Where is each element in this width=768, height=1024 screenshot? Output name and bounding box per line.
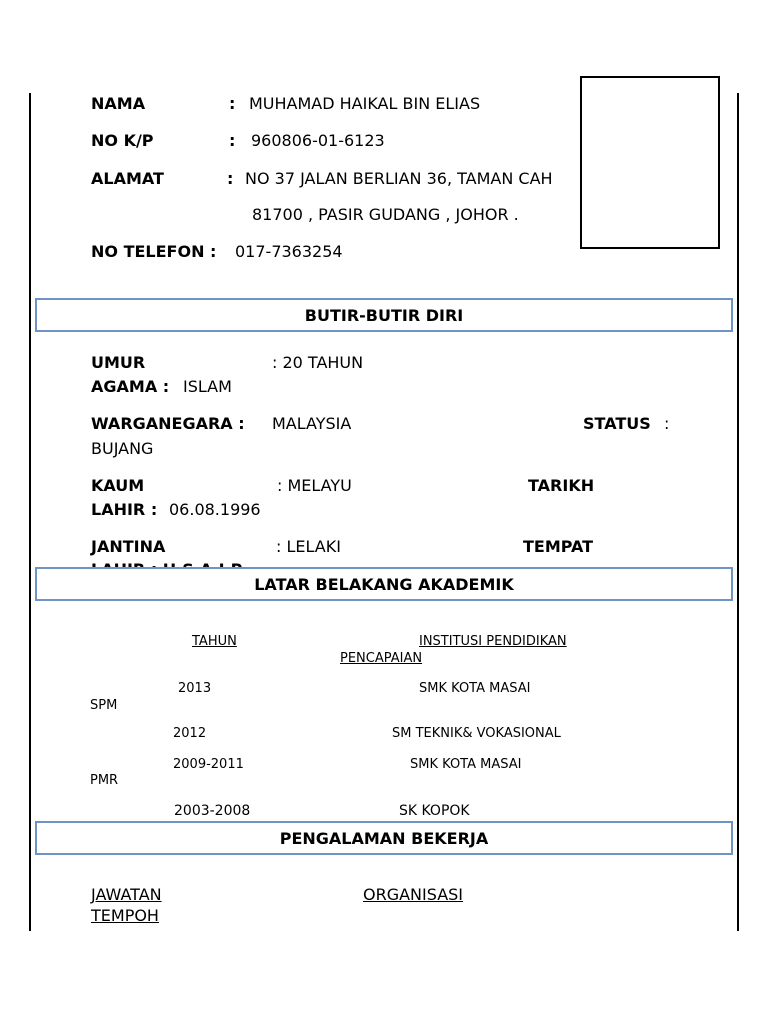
nama-label: NAMA — [91, 94, 146, 113]
akademik-row-institusi: SK KOPOK — [399, 803, 470, 819]
nama-value: MUHAMAD HAIKAL BIN ELIAS — [249, 94, 481, 113]
nama-colon: : — [229, 94, 236, 113]
section-header-butir — [35, 298, 733, 332]
col-tempoh: TEMPOH — [91, 906, 159, 925]
agama-label: AGAMA : — [91, 377, 170, 396]
col-tahun: TAHUN — [192, 634, 237, 649]
warganegara-label: WARGANEGARA : — [91, 414, 245, 433]
alamat-colon: : — [227, 169, 234, 188]
alamat-line2: 81700 , PASIR GUDANG , JOHOR . — [252, 205, 519, 224]
umur-value: : 20 TAHUN — [272, 353, 364, 372]
telefon-label: NO TELEFON : — [91, 242, 217, 261]
akademik-row-institusi: SMK KOTA MASAI — [419, 681, 531, 696]
lahir-label: LAHIR : — [91, 500, 158, 519]
col-jawatan: JAWATAN — [91, 885, 162, 904]
akademik-row-tahun: 2013 — [178, 681, 212, 696]
jantina-row — [80, 536, 720, 566]
section-header-akademik — [35, 567, 733, 601]
umur-label: UMUR — [91, 353, 146, 372]
kaum-value: : MELAYU — [277, 476, 352, 495]
akademik-row-tahun: 2003-2008 — [174, 803, 251, 819]
status-label: STATUS — [583, 414, 651, 433]
tarikh-label: TARIKH — [528, 476, 595, 495]
jantina-value: : LELAKI — [276, 537, 341, 556]
section-title: PENGALAMAN BEKERJA — [279, 828, 489, 848]
akademik-row-tahun: 2012 — [173, 726, 207, 741]
warganegara-value: MALAYSIA — [272, 414, 352, 433]
akademik-row-institusi: SM TEKNIK& VOKASIONAL — [392, 726, 561, 741]
akademik-row-pencapaian: PMR — [90, 773, 119, 788]
photo-placeholder — [580, 76, 720, 249]
status-value: BUJANG — [91, 439, 154, 458]
tempat-label: TEMPAT — [523, 537, 594, 556]
status-colon: : — [664, 414, 670, 433]
alamat-line1: NO 37 JALAN BERLIAN 36, TAMAN CAH — [245, 169, 553, 188]
akademik-row-tahun: 2009-2011 — [173, 757, 244, 772]
akademik-row-pencapaian: SPM — [90, 698, 118, 713]
nokp-value: 960806-01-6123 — [251, 131, 385, 150]
jantina-label: JANTINA — [91, 537, 166, 556]
section-header-bekerja — [35, 821, 733, 855]
alamat-label: ALAMAT — [91, 169, 164, 188]
lahir-value: 06.08.1996 — [169, 500, 261, 519]
kaum-label: KAUM — [91, 476, 145, 495]
section-title: BUTIR-BUTIR DIRI — [304, 305, 464, 325]
section-title: LATAR BELAKANG AKADEMIK — [254, 574, 514, 594]
col-pencapaian: PENCAPAIAN — [340, 651, 423, 666]
agama-value: ISLAM — [183, 377, 232, 396]
left-border — [29, 93, 31, 931]
nokp-label: NO K/P — [91, 131, 154, 150]
nokp-colon: : — [229, 131, 236, 150]
col-institusi: INSTITUSI PENDIDIKAN — [419, 634, 567, 649]
akademik-row-institusi: SMK KOTA MASAI — [410, 757, 522, 772]
right-border — [737, 93, 739, 931]
col-organisasi: ORGANISASI — [363, 885, 464, 904]
telefon-value: 017-7363254 — [235, 242, 343, 261]
